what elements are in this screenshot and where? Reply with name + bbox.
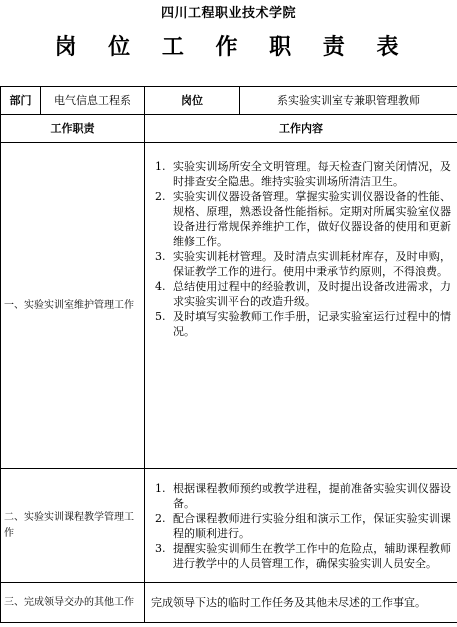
duty-content [145,469,457,583]
duty-row-3 [1,583,457,623]
duty-item: 1. 实验实训场所安全文明管理。每天检查门窗关闭情况，及时排查安全隐患。维持实验实训场所清洁卫生。 [169,159,451,189]
duty-name: 三、完成领导交办的其他工作 [1,583,145,623]
school-name: 四川工程职业技术学院 [160,6,296,21]
duty-name: 二、实验实训课程教学管理工作 [1,469,145,583]
duty-item: 5. 及时填写实验教师工作手册，记录实验室运行过程中的情况。 [169,309,451,339]
info-row [1,87,457,115]
duty-items [145,159,457,339]
post-value: 系实验实训室专兼职管理教师 [240,87,457,115]
duty-column-header: 工作职责 [1,115,145,143]
dept-value: 电气信息工程系 [41,87,145,115]
duty-item: 3. 提醒实验实训师生在教学工作中的危险点，辅助课程教师进行教学中的人员管理工作，确保实验实训人员安全。 [169,541,451,571]
dept-label: 部门 [1,87,41,115]
duty-item: 2. 实验实训仪器设备管理。掌握实验实训仪器设备的性能、规格、原理，熟悉设备性能指标。定期对所属实验室仪器设备进行常规保养维护工作，做好仪器设备的使用和更新维修工作。 [169,189,451,249]
duty-item: 1. 根据课程教师预约或教学进程，提前准备实验实训仪器设备。 [169,481,451,511]
duty-item: 4. 总结使用过程中的经验教训，及时提出设备改进需求，力求实验实训平台的改造升级。 [169,279,451,309]
duty-name: 一、实验实训室维护管理工作 [1,143,145,469]
post-label: 岗位 [145,87,240,115]
duty-row-1 [1,143,457,469]
duty-items [145,481,457,571]
content-column-header: 工作内容 [145,115,457,143]
form-title: 岗 位 工 作 职 责 表 [54,34,411,60]
duty-item: 3. 实验实训耗材管理。及时清点实训耗材库存，及时申购，保证教学工作的进行。使用中秉承节约原则，不得浪费。 [169,249,451,279]
duty-table [0,86,457,623]
duty-content [145,143,457,469]
duty-row-2 [1,469,457,583]
duty-content: 完成领导下达的临时工作任务及其他未尽述的工作事宜。 [145,583,457,623]
column-header-row [1,115,457,143]
duty-item: 2. 配合课程教师进行实验分组和演示工作，保证实验实训课程的顺利进行。 [169,511,451,541]
